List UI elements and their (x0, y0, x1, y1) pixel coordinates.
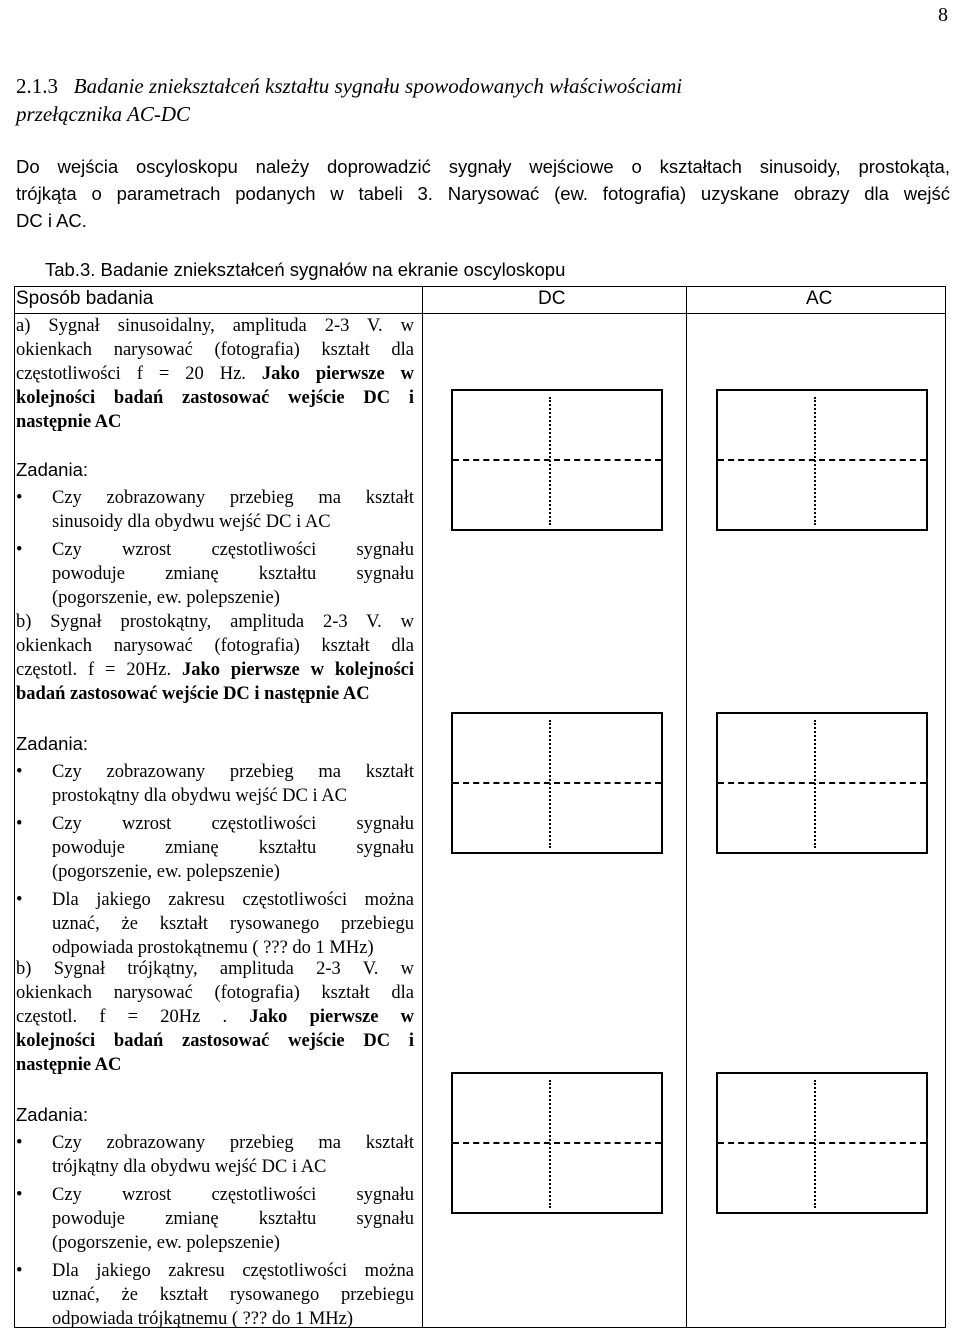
intro-paragraph (16, 153, 950, 234)
sine-ac-screen (716, 389, 928, 531)
sine-line-3: częstotliwości f = 20 Hz. Jako pierwsze w (16, 364, 414, 384)
triangle-task-2: • Czy wzrost częstotliwości sygnału powoduje zmianę kształtu sygnału (pogorszenie, ew. polepszenie) (16, 1183, 414, 1255)
sine-dc-screen (451, 389, 663, 531)
sine-line-2: okienkach narysować (fotografia) kształt dla (16, 340, 414, 360)
triangle-line-5: następnie AC (16, 1055, 122, 1075)
header-method: Sposób badania (16, 288, 154, 309)
table-top-border (14, 286, 946, 287)
square-line-1: b) Sygnał prostokątny, amplituda 2-3 V. w (16, 612, 414, 632)
triangle-task-1: • Czy zobrazowany przebieg ma kształt trójkątny dla obydwu wejść DC i AC (16, 1131, 414, 1179)
triangle-line-2: okienkach narysować (fotografia) kształt dla (16, 983, 414, 1003)
square-dc-screen (451, 712, 663, 854)
sine-line-4: kolejności badań zastosować wejście DC i (16, 388, 414, 408)
section-square (16, 610, 414, 960)
square-ac-screen (716, 712, 928, 854)
section-heading (16, 72, 946, 128)
table-caption: Tab.3. Badanie zniekształceń sygnałów na ekranie oscyloskopu (45, 259, 566, 280)
sine-task-2: • Czy wzrost częstotliwości sygnału powoduje zmianę kształtu sygnału (pogorszenie, ew. polepszenie) (16, 538, 414, 610)
sine-line-1: a) Sygnał sinusoidalny, amplituda 2-3 V. w (16, 316, 414, 336)
triangle-ac-screen (716, 1072, 928, 1214)
sine-tasks-label: Zadania: (16, 459, 88, 480)
heading-line-1: Badanie zniekształceń kształtu sygnału spowodowanych właściwościami (73, 74, 683, 98)
sine-line-5: następnie AC (16, 412, 122, 432)
intro-line-2: trójkąta o parametrach podanych w tabeli 3. Narysować (ew. fotografia) uzyskane obrazy dla wejść (16, 183, 950, 204)
triangle-task-3: • Dla jakiego zakresu częstotliwości można uznać, że kształt rysowanego przebiegu odpowiada trójkątnemu ( ??? do 1 MHz) (16, 1259, 414, 1331)
square-task-3: • Dla jakiego zakresu częstotliwości można uznać, że kształt rysowanego przebiegu odpowiada prostokątnemu ( ??? do 1 MHz) (16, 888, 414, 960)
table-left-border (14, 286, 15, 1328)
header-ac: AC (806, 288, 833, 309)
sine-task-1: • Czy zobrazowany przebieg ma kształt sinusoidy dla obydwu wejść DC i AC (16, 486, 414, 534)
table-right-border (945, 286, 946, 1328)
triangle-line-1: b) Sygnał trójkątny, amplituda 2-3 V. w (16, 959, 414, 979)
heading-line-2: przełącznika AC-DC (16, 102, 191, 126)
header-dc: DC (538, 288, 566, 309)
triangle-line-3: częstotl. f = 20Hz . Jako pierwsze w (16, 1007, 415, 1027)
square-task-1: • Czy zobrazowany przebieg ma kształt prostokątny dla obydwu wejść DC i AC (16, 760, 414, 808)
square-task-2: • Czy wzrost częstotliwości sygnału powoduje zmianę kształtu sygnału (pogorszenie, ew. polepszenie) (16, 812, 414, 884)
triangle-line-4: kolejności badań zastosować wejście DC i (16, 1031, 414, 1051)
section-triangle (16, 957, 414, 1331)
triangle-tasks-label: Zadania: (16, 1104, 88, 1125)
square-tasks-label: Zadania: (16, 733, 88, 754)
intro-line-3: DC i AC. (16, 210, 87, 231)
square-line-3: częstotl. f = 20Hz. Jako pierwsze w kolejności (16, 660, 414, 680)
triangle-dc-screen (451, 1072, 663, 1214)
square-line-4: badań zastosować wejście DC i następnie AC (16, 684, 370, 704)
page-number: 8 (938, 4, 948, 26)
intro-line-1: Do wejścia oscyloskopu należy doprowadzić sygnały wejściowe o kształtach sinusoidy, prostokąta, (16, 156, 950, 177)
section-number: 2.1.3 (16, 74, 58, 98)
table-column-divider-1 (422, 286, 423, 1328)
table-column-divider-2 (686, 286, 687, 1328)
square-line-2: okienkach narysować (fotografia) kształt dla (16, 636, 414, 656)
section-sine (16, 314, 414, 610)
